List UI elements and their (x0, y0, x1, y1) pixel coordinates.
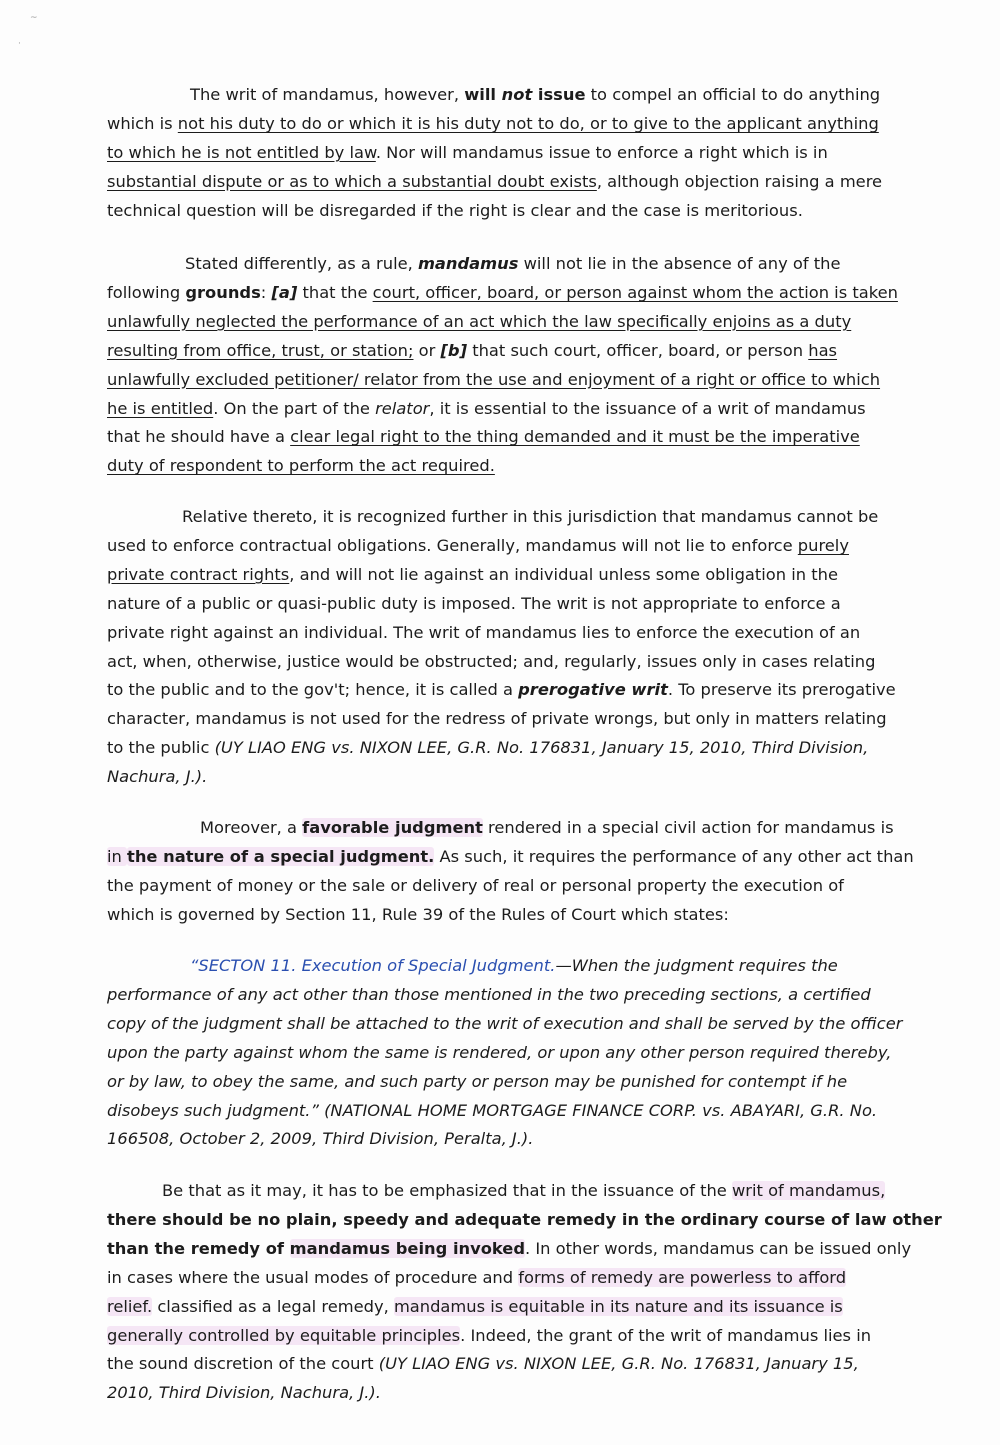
text-line: the payment of money or the sale or delivery of real or personal property the execution of (107, 875, 844, 895)
text-line: nature of a public or quasi-public duty is imposed. The writ is not appropriate to enforce a (107, 593, 841, 613)
scan-speck: ~ (30, 13, 38, 23)
highlighted-text: mandamus is equitable in its nature and its issuance is (393, 1296, 843, 1316)
underlined-text: duty of respondent to perform the act required. (107, 456, 495, 476)
paragraph-2 (107, 250, 907, 481)
quote-line: or by law, to obey the same, and such party or person may be punished for contempt if he (107, 1071, 848, 1091)
text: . On the part of the (213, 398, 376, 418)
quote-line: upon the party against whom the same is rendered, or upon any other person required thereby, (107, 1042, 892, 1062)
text: which is (107, 113, 178, 133)
underlined-text: private contract rights (107, 564, 290, 584)
text-line: character, mandamus is not used for the redress of private wrongs, but only in matters relating (107, 709, 887, 729)
underlined-text: purely (797, 535, 849, 555)
text: to the public and to the gov't; hence, it is called a (107, 680, 519, 700)
text: . In other words, mandamus can be issued only (525, 1238, 912, 1258)
highlighted-bold-text: favorable judgment (302, 818, 483, 837)
underlined-text: not his duty to do or which it is his duty not to do, or to give to the applicant anything (177, 113, 879, 133)
underlined-text: resulting from office, trust, or station; (107, 340, 414, 360)
text: , it is essential to the issuance of a writ of mandamus (429, 398, 866, 418)
italic-citation: (UY LIAO ENG vs. NIXON LEE, G.R. No. 176831, January 15, 2010, Third Division, (214, 738, 869, 758)
quote-heading: “SECTON 11. Execution of Special Judgment. (190, 956, 556, 975)
text-line: technical question will be disregarded if the right is clear and the case is meritorious. (107, 200, 803, 220)
highlighted-text: generally controlled by equitable principles (107, 1325, 461, 1345)
text: that the (297, 282, 373, 302)
underlined-text: clear legal right to the thing demanded and it must be the imperative (290, 427, 860, 447)
highlighted-text: writ of mandamus, (731, 1181, 886, 1200)
text: : (260, 282, 272, 302)
paragraph-1 (107, 81, 907, 226)
text: . To preserve its prerogative (667, 680, 896, 700)
text: , and will not lie against an individual unless some obligation in the (289, 564, 838, 584)
text-line: act, when, otherwise, justice would be obstructed; and, regularly, issues only in cases relating (107, 651, 876, 671)
bold-italic-text: [b] (440, 340, 468, 360)
paragraph-3 (107, 503, 907, 792)
text: following (107, 282, 186, 302)
bold-text: grounds (185, 282, 261, 302)
bold-italic-text: mandamus (417, 254, 519, 273)
italic-citation: Nachura, J.). (107, 767, 208, 787)
paragraph-6 (107, 1177, 942, 1408)
bold-italic-text: prerogative writ (518, 680, 668, 700)
text-line: Relative thereto, it is recognized further in this jurisdiction that mandamus cannot be (182, 507, 879, 526)
underlined-text: substantial dispute or as to which a substantial doubt exists (107, 171, 597, 191)
highlighted-text: relief. (107, 1296, 153, 1316)
bold-text: will (464, 85, 502, 104)
text: or (413, 340, 441, 360)
quote-text: —When the judgment requires the (555, 956, 838, 975)
underlined-text: unlawfully excluded petitioner/ relator from the use and enjoyment of a right or office to which (107, 369, 881, 389)
text: Be that as it may, it has to be emphasized that in the issuance of the (162, 1181, 732, 1200)
underlined-text: unlawfully neglected the performance of an act which the law specifically enjoins as a duty (107, 311, 852, 331)
text: will not lie in the absence of any of the (518, 254, 841, 273)
bold-italic-text: [a] (271, 282, 298, 302)
italic-text: relator (375, 398, 430, 418)
text: classified as a legal remedy, (152, 1296, 394, 1316)
highlighted-bold-text: the nature of a special judgment. (127, 846, 435, 866)
underlined-text: has (808, 340, 838, 360)
text: to the public (107, 738, 215, 758)
text: the sound discretion of the court (107, 1354, 379, 1374)
text: . Indeed, the grant of the writ of mandamus lies in (460, 1325, 872, 1345)
scan-speck: · (18, 39, 21, 49)
quote-line: 166508, October 2, 2009, Third Division, Peralta, J.). (107, 1129, 534, 1149)
quotation-block (107, 952, 907, 1154)
text: Stated differently, as a rule, (185, 254, 418, 273)
bold-italic-text: not (501, 85, 533, 104)
quote-line: copy of the judgment shall be attached to the writ of execution and shall be served by the officer (107, 1013, 903, 1033)
paragraph-4 (107, 814, 914, 930)
underlined-text: to which he is not entitled by law (107, 142, 376, 162)
text: used to enforce contractual obligations. Generally, mandamus will not lie to enforce (107, 535, 798, 555)
highlighted-text: in (107, 846, 128, 866)
text: rendered in a special civil action for mandamus is (482, 818, 894, 837)
underlined-text: he is entitled (107, 398, 214, 418)
italic-citation: (UY LIAO ENG vs. NIXON LEE, G.R. No. 176831, January 15, (378, 1354, 859, 1374)
text: in cases where the usual modes of procedure and (107, 1267, 519, 1287)
text: Moreover, a (200, 818, 303, 837)
text-line: private right against an individual. The writ of mandamus lies to enforce the execution of an (107, 622, 861, 642)
highlighted-text: forms of remedy are powerless to afford (518, 1267, 847, 1287)
text: As such, it requires the performance of any other act than (434, 846, 914, 866)
text: that such court, officer, board, or person (467, 340, 809, 360)
italic-citation: 2010, Third Division, Nachura, J.). (107, 1383, 381, 1403)
underlined-text: court, officer, board, or person against whom the action is taken (372, 282, 898, 302)
text: , although objection raising a mere (596, 171, 883, 191)
bold-text: issue (532, 85, 586, 104)
quote-line: performance of any act other than those mentioned in the two preceding sections, a certified (107, 984, 871, 1004)
text: The writ of mandamus, however, (190, 85, 465, 104)
text: that he should have a (107, 427, 291, 447)
highlighted-bold-text: mandamus being invoked (289, 1238, 526, 1258)
text: to compel an official to do anything (585, 85, 881, 104)
bold-text: than the remedy of (107, 1238, 290, 1258)
quote-line: disobeys such judgment.” (NATIONAL HOME MORTGAGE FINANCE CORP. vs. ABAYARI, G.R. No. (107, 1100, 878, 1120)
text: . Nor will mandamus issue to enforce a right which is in (375, 142, 828, 162)
text-line: which is governed by Section 11, Rule 39 of the Rules of Court which states: (107, 904, 729, 924)
bold-line: there should be no plain, speedy and adequate remedy in the ordinary course of law other (107, 1209, 942, 1229)
